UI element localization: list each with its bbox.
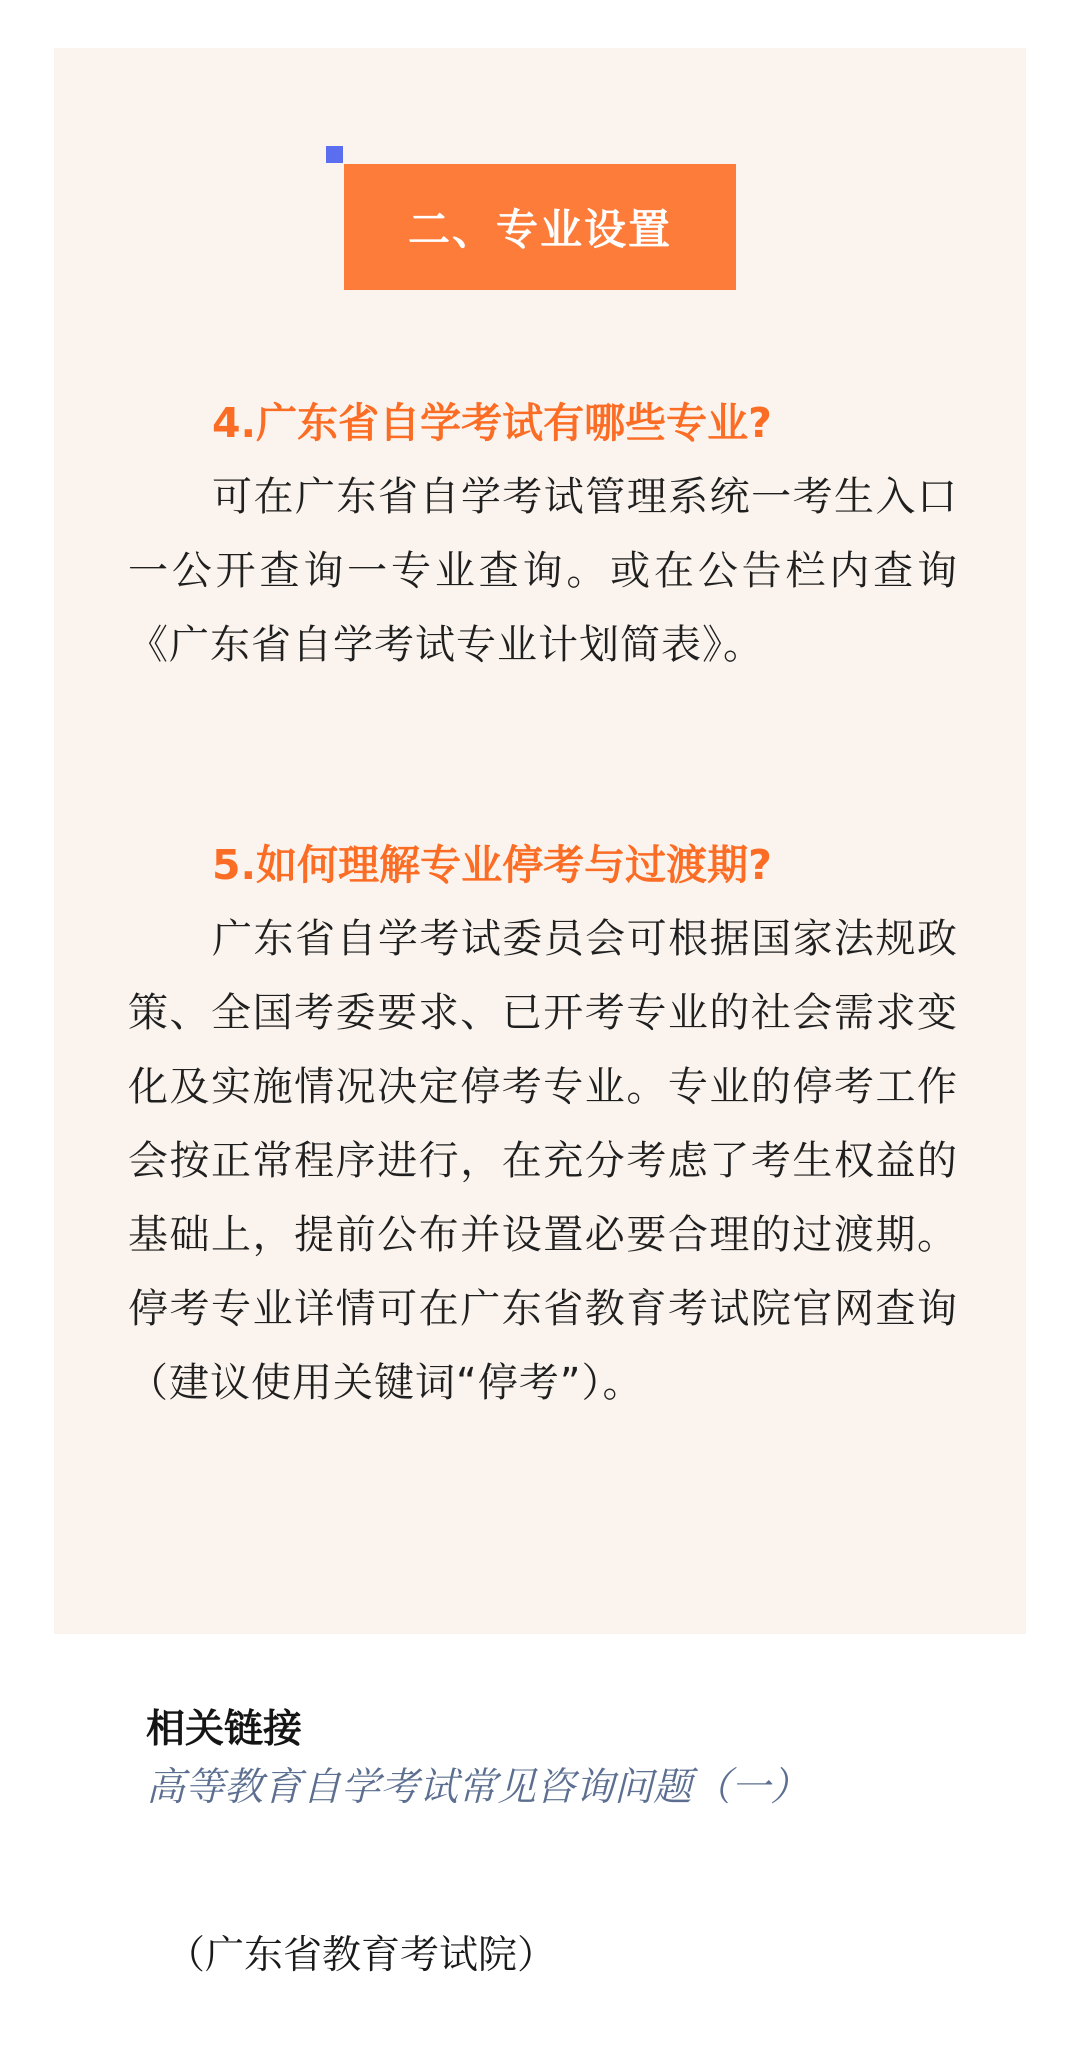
section-marker-square — [326, 146, 343, 163]
question-4-body: 可在广东省自学考试管理系统一考生入口一公开查询一专业查询。或在公告栏内查询《广东省自学考试专业计划简表》。 — [128, 474, 958, 668]
question-5-body: 广东省自学考试委员会可根据国家法规政策、全国考委要求、已开考专业的社会需求变化及实施情况决定停考专业。专业的停考工作会按正常程序进行，在充分考虑了考生权益的基础上，提前公布并设置必要合理的过渡期。停考专业详情可在广东省教育考试院官网查询（建议使用关键词“停考”）。 — [128, 916, 958, 1406]
question-5-heading: 5.如何理解专业停考与过渡期? — [212, 841, 772, 889]
related-article-link[interactable]: 高等教育自学考试常见咨询问题（一） — [146, 1765, 810, 1810]
question-4-heading: 4.广东省自学考试有哪些专业? — [212, 399, 772, 447]
source-attribution: （广东省教育考试院） — [166, 1933, 557, 1978]
section-title: 二、专业设置 — [407, 205, 672, 254]
related-links-label: 相关链接 — [146, 1707, 303, 1752]
section-banner — [344, 164, 736, 290]
